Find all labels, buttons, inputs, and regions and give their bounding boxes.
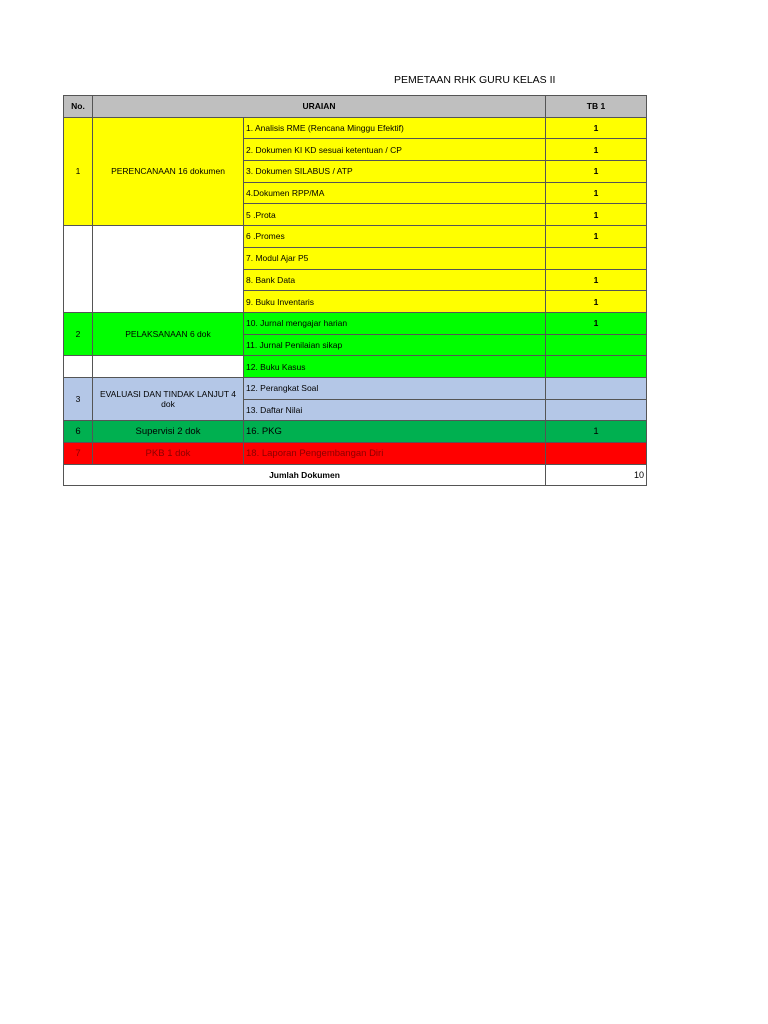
- table-row: [64, 421, 647, 443]
- header-tb: TB 1: [546, 96, 647, 118]
- item-tb: 1: [546, 312, 647, 334]
- empty-category-cell: [93, 356, 244, 378]
- empty-no-cell: [64, 226, 93, 313]
- item-tb: 1: [546, 182, 647, 204]
- rhk-table: [63, 95, 647, 486]
- item-label: 5 .Prota: [244, 204, 546, 226]
- item-tb: [546, 399, 647, 421]
- table-row: [64, 356, 647, 378]
- header-uraian: URAIAN: [93, 96, 546, 118]
- item-tb: [546, 377, 647, 399]
- item-label: 13. Daftar Nilai: [244, 399, 546, 421]
- total-value: 10: [546, 464, 647, 486]
- table-row: [64, 377, 647, 399]
- empty-category-cell: [93, 226, 244, 313]
- group-category: Supervisi 2 dok: [93, 421, 244, 443]
- item-tb: 1: [546, 139, 647, 161]
- item-label: 16. PKG: [244, 421, 546, 443]
- item-tb: 1: [546, 161, 647, 183]
- item-label: 11. Jurnal Penilaian sikap: [244, 334, 546, 356]
- group-category: EVALUASI DAN TINDAK LANJUT 4 dok: [93, 377, 244, 420]
- item-tb: 1: [546, 291, 647, 313]
- item-tb: [546, 334, 647, 356]
- item-label: 1. Analisis RME (Rencana Minggu Efektif): [244, 117, 546, 139]
- group-category: PELAKSANAAN 6 dok: [93, 312, 244, 355]
- item-label: 3. Dokumen SILABUS / ATP: [244, 161, 546, 183]
- page-title: PEMETAAN RHK GURU KELAS II: [394, 74, 556, 86]
- group-no: 1: [64, 117, 93, 225]
- table-row: [64, 312, 647, 334]
- group-no: 6: [64, 421, 93, 443]
- item-tb: [546, 443, 647, 465]
- item-label: 10. Jurnal mengajar harian: [244, 312, 546, 334]
- item-label: 6 .Promes: [244, 226, 546, 248]
- header-no: No.: [64, 96, 93, 118]
- item-label: 4.Dokumen RPP/MA: [244, 182, 546, 204]
- item-label: 2. Dokumen KI KD sesuai ketentuan / CP: [244, 139, 546, 161]
- item-label: 7. Modul Ajar P5: [244, 247, 546, 269]
- group-category: PERENCANAAN 16 dokumen: [93, 117, 244, 225]
- item-tb: 1: [546, 117, 647, 139]
- item-tb: [546, 356, 647, 378]
- table-header-row: [64, 96, 647, 118]
- item-label: 18. Laporan Pengembangan Diri: [244, 443, 546, 465]
- item-tb: 1: [546, 226, 647, 248]
- table-row: [64, 117, 647, 139]
- item-label: 12. Buku Kasus: [244, 356, 546, 378]
- item-label: 8. Bank Data: [244, 269, 546, 291]
- group-category: PKB 1 dok: [93, 443, 244, 465]
- total-row: [64, 464, 647, 486]
- table-row: [64, 226, 647, 248]
- item-tb: 1: [546, 269, 647, 291]
- group-no: 3: [64, 377, 93, 420]
- group-no: 2: [64, 312, 93, 355]
- item-tb: [546, 247, 647, 269]
- table-row: [64, 443, 647, 465]
- empty-no-cell: [64, 356, 93, 378]
- item-tb: 1: [546, 204, 647, 226]
- item-tb: 1: [546, 421, 647, 443]
- item-label: 12. Perangkat Soal: [244, 377, 546, 399]
- group-no: 7: [64, 443, 93, 465]
- total-label: Jumlah Dokumen: [64, 464, 546, 486]
- item-label: 9. Buku Inventaris: [244, 291, 546, 313]
